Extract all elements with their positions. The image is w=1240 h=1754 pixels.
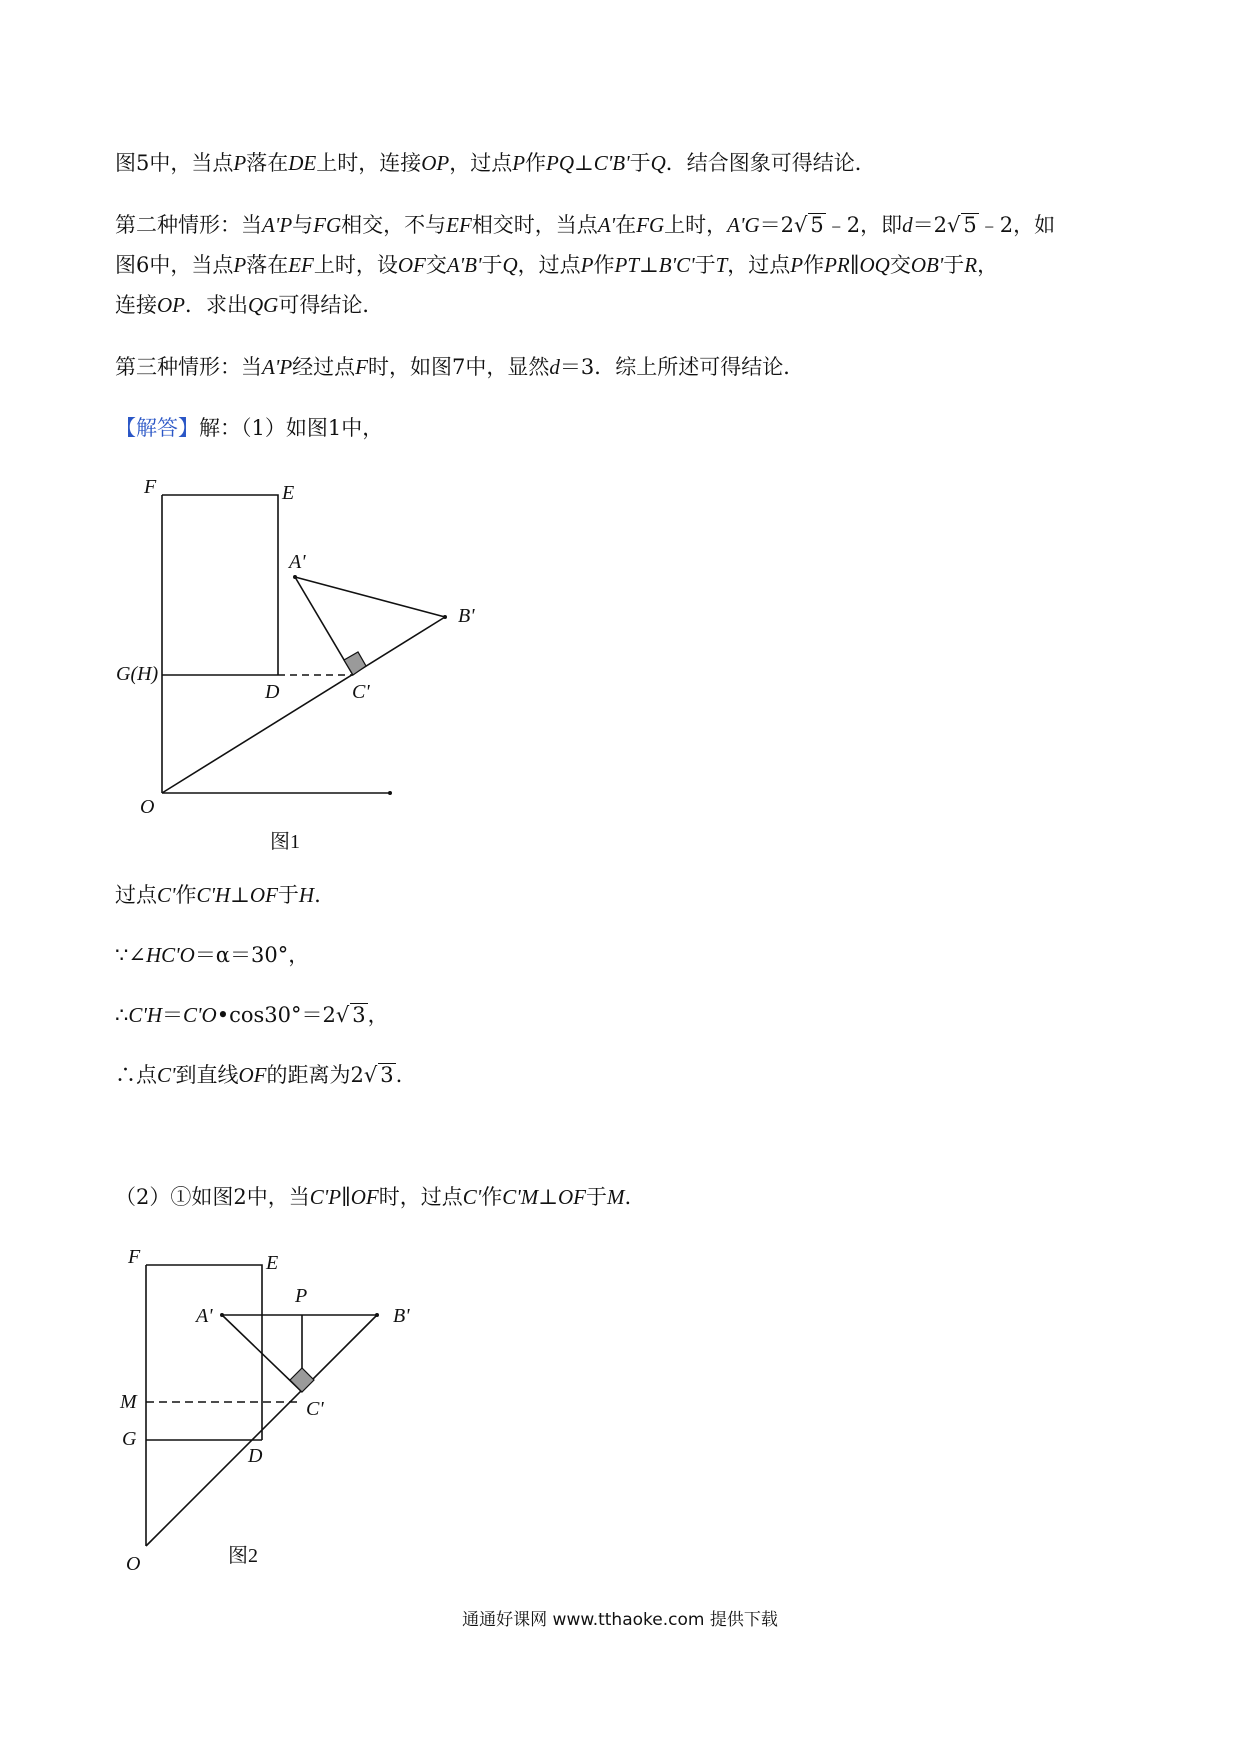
label-B-prime: B' [393, 1305, 410, 1327]
label-F: F [128, 1246, 141, 1268]
solution-line-2: ∵∠HC'O＝α＝30°， [115, 943, 310, 967]
text-line-fig5: 图5中，当点P落在DE上时，连接OP，过点P作PQ⊥C'B'于Q．结合图象可得结论． [115, 151, 876, 175]
label-M: M [120, 1391, 137, 1413]
label-E: E [282, 482, 295, 504]
text-line-case2-c: 连接OP．求出QG可得结论． [115, 293, 384, 317]
label-E: E [266, 1252, 279, 1274]
text-line-case3: 第三种情形：当A'P经过点F时，如图7中，显然d＝3．综上所述可得结论． [115, 355, 805, 379]
label-B-prime: B' [458, 605, 475, 627]
sqrt-radicand: 3 [352, 1003, 366, 1027]
label-G: G [122, 1428, 137, 1450]
sqrt-radicand: 5 [963, 213, 977, 237]
answer-heading: 【解答】解：（1）如图1中， [115, 416, 384, 440]
label-F: F [144, 476, 157, 498]
sqrt-radicand: 3 [380, 1063, 394, 1087]
sqrt-radicand: 5 [810, 213, 824, 237]
label-C-prime: C' [306, 1398, 324, 1420]
label-D: D [248, 1445, 263, 1467]
label-G-H: G(H) [116, 663, 159, 685]
label-A-prime: A' [289, 551, 306, 573]
solution-line-5: （2）①如图2中，当C'P∥OF时，过点C'作C'M⊥OF于M. [115, 1185, 632, 1209]
figure-1 [100, 470, 520, 860]
label-D: D [265, 681, 280, 703]
answer-tag: 【解答】 [115, 416, 199, 440]
right-angle-mark [344, 652, 366, 675]
right-angle-mark [290, 1368, 314, 1392]
label-A-prime: A' [196, 1305, 213, 1327]
page-footer: 通通好课网 www.tthaoke.com 提供下载 [462, 1610, 778, 1630]
label-O: O [126, 1553, 141, 1575]
label-C-prime: C' [352, 681, 370, 703]
label-P: P [295, 1285, 308, 1307]
text-line-case2-a: 第二种情形：当A'P与FG相交，不与EF相交时，当点A'在FG上时，A'G＝2√ 5﹣2，即d＝2√ 5﹣2，如 [115, 213, 1056, 237]
text-line-case2-b: 图6中，当点P落在EF上时，设OF交A'B'于Q，过点P作PT⊥B'C'于T，过点P作PR∥OQ交OB'于R， [115, 253, 999, 277]
figure-2 [110, 1240, 470, 1590]
solution-line-3: ∴C'H＝C'O•cos30°＝2√ 3， [115, 1003, 389, 1027]
figure-1-caption: 图1 [270, 831, 300, 853]
figure-2-caption: 图2 [228, 1545, 258, 1567]
label-O: O [140, 796, 155, 818]
solution-line-4: ∴点C'到直线OF的距离为2√ 3. [115, 1063, 403, 1087]
solution-line-1: 过点C'作C'H⊥OF于H. [115, 883, 321, 907]
